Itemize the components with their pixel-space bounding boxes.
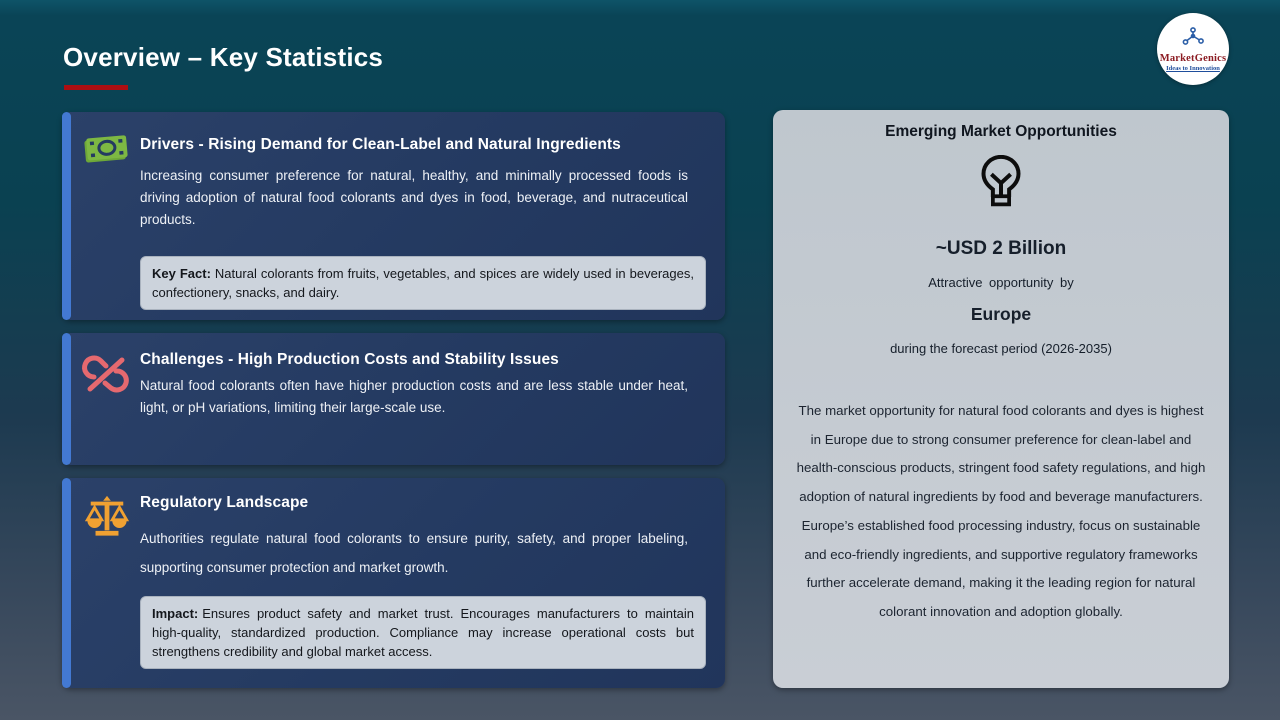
money-banknote-icon <box>82 130 128 173</box>
logo-name: MarketGenics <box>1159 52 1227 64</box>
regulatory-card <box>62 478 725 688</box>
scales-icon <box>84 494 130 543</box>
challenges-card <box>62 333 725 465</box>
opportunity-value: ~USD 2 Billion <box>935 238 1067 259</box>
broken-link-icon <box>80 351 132 404</box>
logo-tagline: Ideas to Innovation <box>1166 64 1220 72</box>
key-fact-text: Natural colorants from fruits, vegetables, and spices are widely used in beverages, confectionery, snacks, and dairy. <box>152 266 694 300</box>
lightbulb-icon <box>773 155 1229 215</box>
drivers-card <box>62 112 725 320</box>
impact-label: Impact: <box>152 606 199 621</box>
challenges-card-title: Challenges - High Production Costs and Stability Issues <box>140 351 559 368</box>
opportunity-description: The market opportunity for natural food colorants and dyes is highest in Europe due to strong consumer preference for clean-label and health-conscious products, stringent food safety regulations, and high adoption of natural ingredients by food and beverage manufacturers. Europe’s established food processing industry, focus on sustainable and eco-friendly ingredients, and supportive regulatory frameworks further accelerate demand, making it the leading region for natural colorant innovation and adoption globally. <box>796 403 1206 619</box>
marketgenics-logo <box>1157 13 1229 85</box>
key-fact-box <box>140 256 706 310</box>
regulatory-card-body: Authorities regulate natural food colorants to ensure purity, safety, and proper labeling, supporting consumer protection and market growth. <box>140 531 688 575</box>
opportunity-period: during the forecast period (2026-2035) <box>890 341 1112 356</box>
panel-title: Emerging Market Opportunities <box>885 123 1117 140</box>
title-underline <box>64 85 128 90</box>
key-fact-label: Key Fact: <box>152 266 211 281</box>
emerging-opportunities-panel <box>773 110 1229 688</box>
opportunity-subtitle: Attractive opportunity by <box>928 275 1074 290</box>
impact-text: Ensures product safety and market trust. Encourages manufacturers to maintain high-quality, standardized production. Compliance may increase operational costs but strengthens credibility and global market access. <box>152 606 694 659</box>
drivers-card-body: Increasing consumer preference for natural, healthy, and minimally processed foods is driving adoption of natural food colorants and dyes in food, beverage, and nutraceutical products. <box>140 168 688 227</box>
opportunity-region: Europe <box>970 304 1032 324</box>
challenges-card-body: Natural food colorants often have higher production costs and are less stable under heat, light, or pH variations, limiting their large-scale use. <box>140 378 688 415</box>
molecule-icon <box>1181 27 1205 52</box>
impact-box <box>140 596 706 669</box>
drivers-card-title: Drivers - Rising Demand for Clean-Label and Natural Ingredients <box>140 136 621 153</box>
regulatory-card-title: Regulatory Landscape <box>140 494 309 511</box>
page-title: Overview – Key Statistics <box>63 42 384 72</box>
